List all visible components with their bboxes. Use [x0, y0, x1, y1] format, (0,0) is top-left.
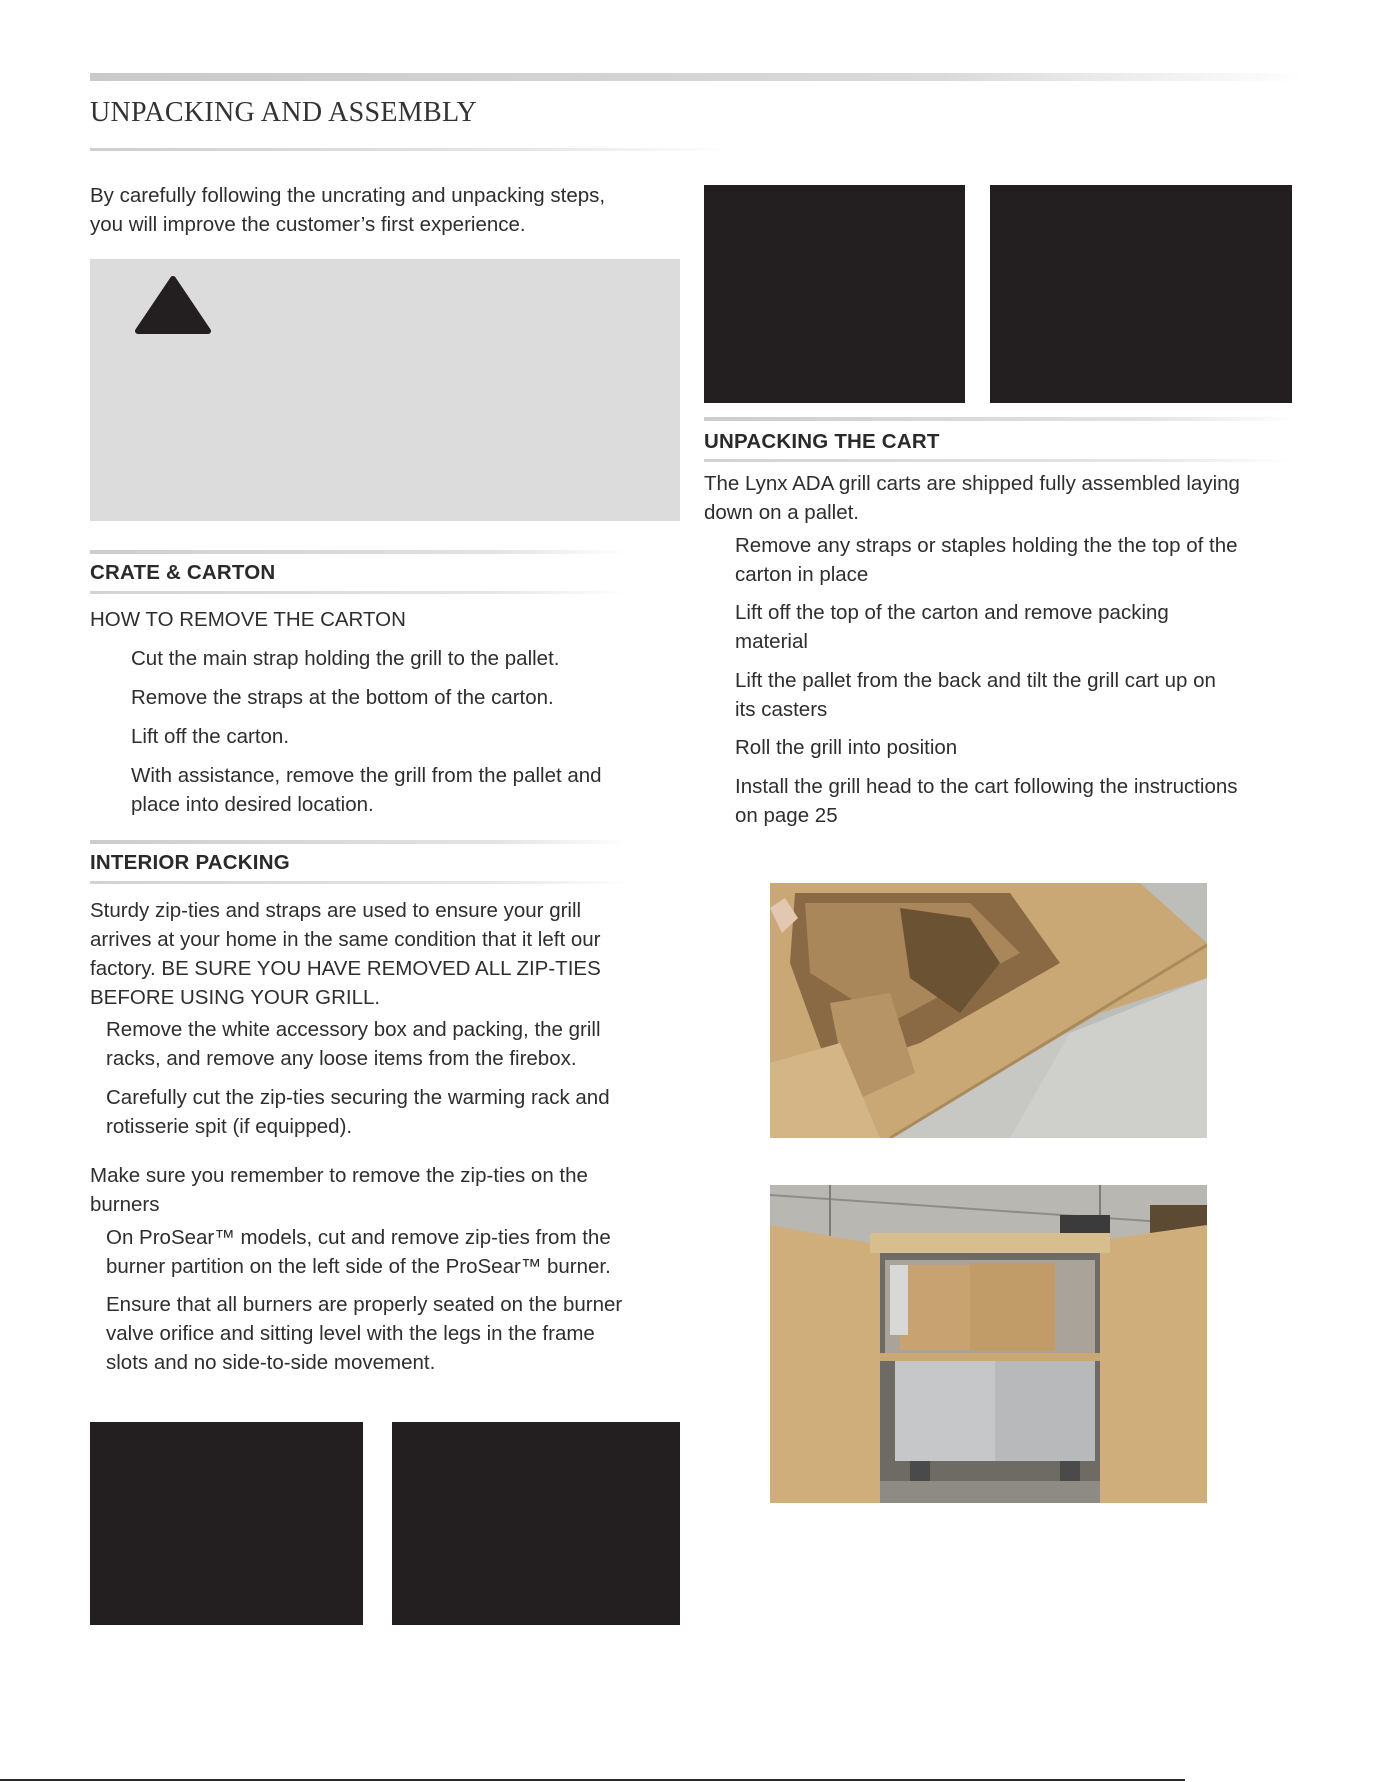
cart-rule-bottom	[704, 459, 1296, 462]
crate-step: Cut the main strap holding the grill to the pallet.	[131, 647, 560, 670]
image-placeholder	[392, 1422, 680, 1625]
photo-cart-in-carton	[770, 1185, 1207, 1503]
image-placeholder	[990, 185, 1292, 403]
cart-step: carton in place	[735, 563, 869, 586]
cart-intro-line: down on a pallet.	[704, 501, 860, 524]
page-title: UNPACKING AND ASSEMBLY	[90, 97, 478, 128]
interior-step: racks, and remove any loose items from the firebox.	[106, 1047, 577, 1070]
cart-step: Install the grill head to the cart following the instructions	[735, 775, 1238, 798]
crate-step: place into desired location.	[131, 793, 374, 816]
warning-triangle-icon	[134, 275, 212, 335]
interior-step: On ProSear™ models, cut and remove zip-ties from the	[106, 1226, 611, 1249]
cart-step: Remove any straps or staples holding the the top of the	[735, 534, 1238, 557]
crate-carton-subheading: HOW TO REMOVE THE CARTON	[90, 608, 406, 631]
interior-step: burner partition on the left side of the ProSear™ burner.	[106, 1255, 611, 1278]
intro-line-2: you will improve the customer’s first experience.	[90, 213, 526, 236]
crate-rule-bottom	[90, 591, 630, 594]
photo-carton-top-open	[770, 883, 1207, 1138]
intro-line-1: By carefully following the uncrating and unpacking steps,	[90, 184, 606, 207]
cart-step: Roll the grill into position	[735, 736, 958, 759]
interior-step: Remove the white accessory box and packing, the grill	[106, 1018, 601, 1041]
interior-step: valve orifice and sitting level with the legs in the frame	[106, 1322, 595, 1345]
crate-step: Remove the straps at the bottom of the carton.	[131, 686, 554, 709]
interior-step: slots and no side-to-side movement.	[106, 1351, 436, 1374]
cart-step: material	[735, 630, 808, 653]
crate-carton-heading: CRATE & CARTON	[90, 561, 276, 584]
cart-step: on page 25	[735, 804, 838, 827]
burners-line: burners	[90, 1193, 160, 1216]
interior-packing-heading: INTERIOR PACKING	[90, 851, 290, 874]
burners-line: Make sure you remember to remove the zip-ties on the	[90, 1164, 588, 1187]
interior-step: Ensure that all burners are properly seated on the burner	[106, 1293, 623, 1316]
image-placeholder	[90, 1422, 363, 1625]
interior-intro-line: BEFORE USING YOUR GRILL.	[90, 986, 381, 1009]
crate-step: Lift off the carton.	[131, 725, 290, 748]
interior-intro-line: Sturdy zip-ties and straps are used to ensure your grill	[90, 899, 582, 922]
bottom-rule	[0, 1779, 1185, 1781]
top-rule	[90, 73, 1305, 81]
crate-step: With assistance, remove the grill from the pallet and	[131, 764, 602, 787]
crate-rule-top	[90, 550, 630, 554]
interior-rule-top	[90, 840, 630, 844]
image-placeholder	[704, 185, 965, 403]
unpacking-cart-heading: UNPACKING THE CART	[704, 430, 940, 453]
cart-step: Lift the pallet from the back and tilt the grill cart up on	[735, 669, 1216, 692]
interior-step: rotisserie spit (if equipped).	[106, 1115, 353, 1138]
cart-rule-top	[704, 417, 1296, 421]
interior-intro-line: factory. BE SURE YOU HAVE REMOVED ALL ZIP-TIES	[90, 957, 601, 980]
interior-intro-line: arrives at your home in the same condition that it left our	[90, 928, 601, 951]
interior-rule-bottom	[90, 881, 630, 884]
title-rule	[90, 148, 730, 151]
interior-step: Carefully cut the zip-ties securing the warming rack and	[106, 1086, 610, 1109]
cart-step: Lift off the top of the carton and remove packing	[735, 601, 1169, 624]
cart-intro-line: The Lynx ADA grill carts are shipped fully assembled laying	[704, 472, 1240, 495]
cart-step: its casters	[735, 698, 828, 721]
